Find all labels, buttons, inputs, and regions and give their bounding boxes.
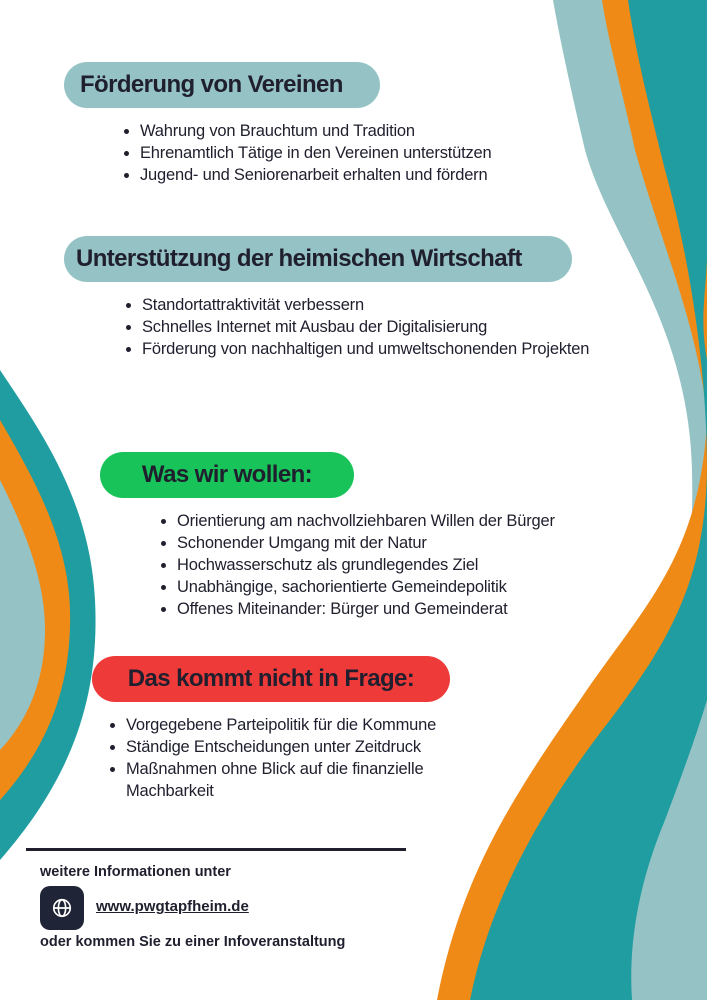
list-was-wir-wollen (155, 510, 555, 620)
heading-vereine-text: Förderung von Vereinen (80, 71, 343, 98)
list-item: • Förderung von nachhaltigen und umweltschonenden Projekten (142, 338, 589, 360)
heading-was-wir-wollen (100, 452, 354, 498)
heading-nicht-in-frage-text: Das kommt nicht in Frage: (127, 665, 415, 692)
list-wirtschaft (120, 294, 589, 360)
list-vereine (118, 120, 492, 186)
heading-was-wir-wollen-text: Was wir wollen: (141, 461, 313, 488)
heading-wirtschaft (64, 236, 572, 282)
list-item: • Unabhängige, sachorientierte Gemeindepolitik (177, 576, 555, 598)
list-item: • Ehrenamtlich Tätige in den Vereinen unterstützen (140, 142, 492, 164)
list-item: • Hochwasserschutz als grundlegendes Ziel (177, 554, 555, 576)
list-item: • Vorgegebene Parteipolitik für die Kommune (126, 714, 476, 736)
website-link[interactable]: www.pwgtapfheim.de (96, 898, 249, 915)
list-item: • Wahrung von Brauchtum und Tradition (140, 120, 492, 142)
heading-nicht-in-frage (92, 656, 450, 702)
list-item: • Ständige Entscheidungen unter Zeitdruck (126, 736, 476, 758)
globe-icon (40, 886, 84, 930)
heading-wirtschaft-text: Unterstützung der heimischen Wirtschaft (76, 245, 522, 272)
footer-event-label: oder kommen Sie zu einer Infoveranstaltung (40, 934, 346, 950)
list-item: • Jugend- und Seniorenarbeit erhalten und fördern (140, 164, 492, 186)
list-item: • Orientierung am nachvollziehbaren Willen der Bürger (177, 510, 555, 532)
list-item: • Maßnahmen ohne Blick auf die finanzielle Machbarkeit (126, 758, 476, 802)
list-item: • Standortattraktivität verbessern (142, 294, 589, 316)
list-item: • Schonender Umgang mit der Natur (177, 532, 555, 554)
list-item: • Offenes Miteinander: Bürger und Gemeinderat (177, 598, 555, 620)
list-item: • Schnelles Internet mit Ausbau der Digitalisierung (142, 316, 589, 338)
footer-divider (26, 848, 406, 851)
footer-info-label: weitere Informationen unter (40, 864, 231, 880)
heading-vereine (64, 62, 380, 108)
list-nicht-in-frage (104, 714, 476, 802)
